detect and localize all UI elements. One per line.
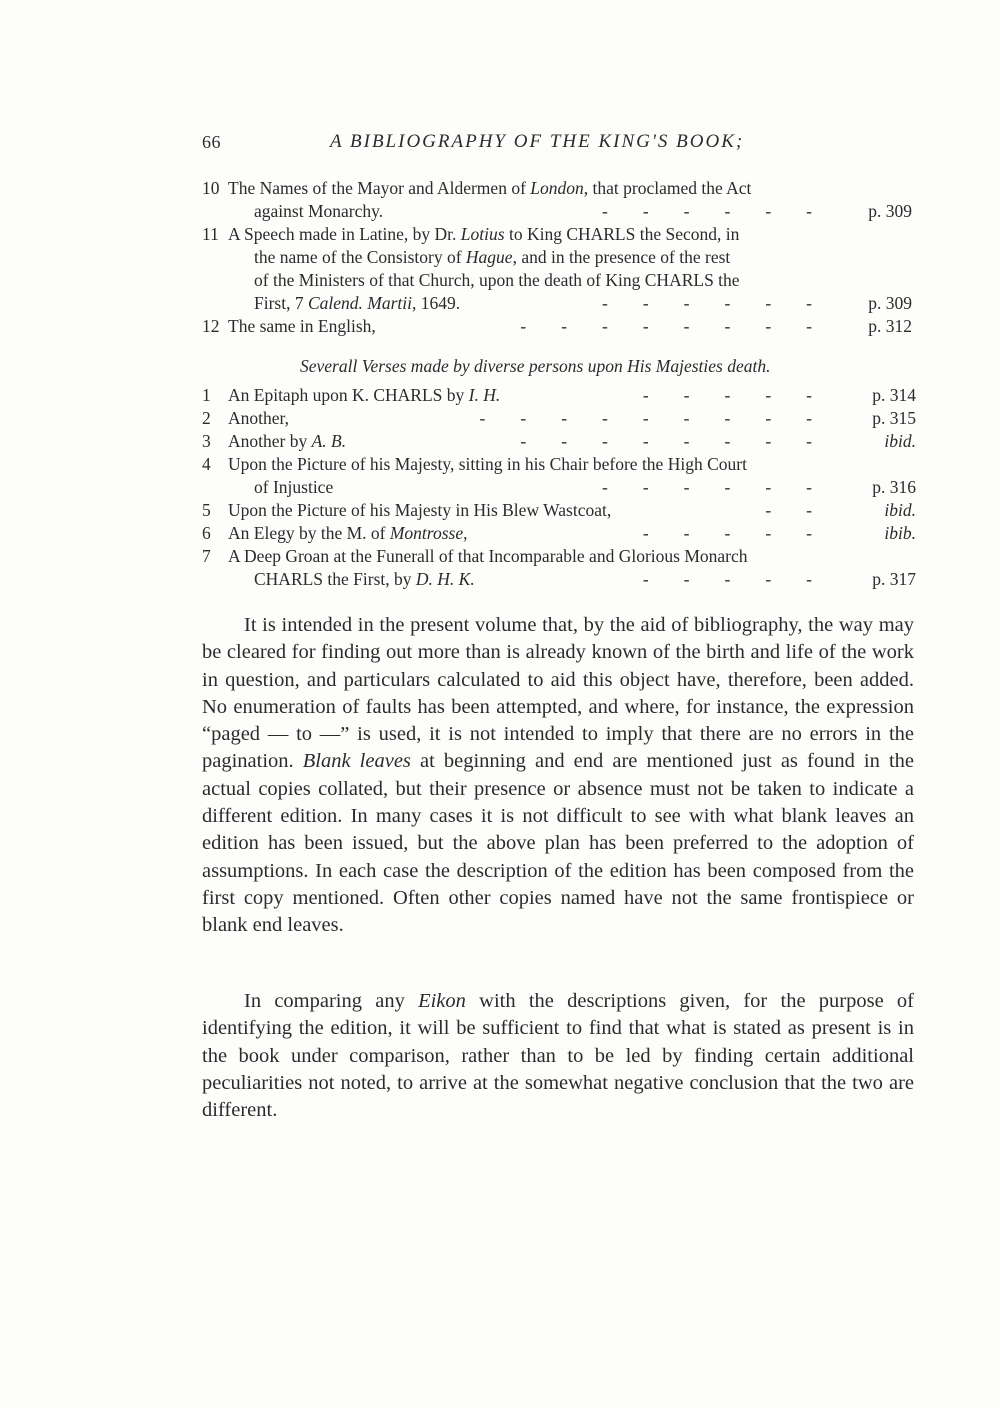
- entry-text: against Monarchy.: [254, 201, 384, 221]
- entry-number: 10: [202, 178, 220, 198]
- italic-text: Blank leaves: [302, 750, 411, 773]
- leader-dashes: - - - - - - - -: [520, 431, 812, 451]
- leader-dashes: - - - - - - - -: [520, 316, 812, 336]
- body-paragraph-1: [202, 612, 914, 940]
- verse-number: 5: [202, 500, 211, 520]
- entry-text: the name of the Consistory of Hague, and in the presence of the rest: [254, 247, 731, 267]
- verse-number: 2: [202, 408, 211, 428]
- verse-number: 6: [202, 523, 211, 543]
- verse-text: An Elegy by the M. of Montrosse,: [228, 523, 468, 543]
- page-reference: p. 309: [868, 201, 912, 221]
- body-paragraph-2: [202, 988, 914, 1124]
- paragraph-text: In comparing any Eikon with the descriptions given, for the purpose of identifying the edition, it will be sufficient to find that what is stated as present is in the book under comparison, rather than to be led by finding certain additional peculiarities not noted, to arrive at the somewhat negative conclusion that the two are different.: [202, 990, 915, 1122]
- verse-text: Upon the Picture of his Majesty, sitting in his Chair before the High Court: [228, 454, 747, 474]
- italic-text: Calend. Martii: [307, 293, 413, 313]
- italic-text: Eikon: [418, 990, 466, 1012]
- verse-number: 1: [202, 385, 211, 405]
- entry-text: of the Ministers of that Church, upon the death of King CHARLS the: [254, 270, 740, 290]
- section-heading: Severall Verses made by diverse persons upon His Majesties death.: [300, 356, 771, 376]
- entry-number: 11: [202, 224, 219, 244]
- page-reference: ibid.: [884, 500, 916, 520]
- entry-number: 12: [202, 316, 220, 336]
- italic-text: Lotius: [460, 224, 505, 244]
- leader-dashes: - - - - -: [642, 569, 812, 589]
- verse-text: A Deep Groan at the Funerall of that Incomparable and Glorious Monarch: [228, 546, 748, 566]
- italic-text: D. H. K.: [415, 569, 475, 589]
- page-number: 66: [202, 132, 221, 152]
- verse-text: CHARLS the First, by D. H. K.: [254, 569, 475, 589]
- verse-text: An Epitaph upon K. CHARLS by I. H.: [228, 385, 501, 405]
- entry-text: The Names of the Mayor and Aldermen of London, that proclamed the Act: [228, 178, 752, 198]
- page-reference: ibid.: [884, 431, 916, 451]
- leader-dashes: - - - - - -: [602, 293, 812, 313]
- verse-text: Upon the Picture of his Majesty in His Blew Wastcoat,: [228, 500, 612, 520]
- page-reference: p. 314: [872, 385, 916, 405]
- entry-text: A Speech made in Latine, by Dr. Lotius to King CHARLS the Second, in: [228, 224, 740, 244]
- paragraph-text: It is intended in the present volume that, by the aid of bibliography, the way may be cleared for finding out more than is already known of the birth and life of the work in question, and particulars calculated to aid this object have, therefore, been added. No enumeration of faults has been attempted, and where, for instance, the expression “paged — to —” is used, it is not intended to imply that there are no errors in the pagination. Blank leaves at beginning and end are mentioned just as found in the actual copies collated, but their presence or absence must not be taken to indicate a different edition. In many cases it is not difficult to see with what blank leaves an edition has been issued, but the above plan has been preferred to the adoption of assumptions. In each case the description of the edition has been composed from the first copy mentioned. Often other copies named have not the same frontispiece or blank end leaves.: [202, 614, 914, 937]
- italic-text: Hague: [465, 247, 513, 267]
- page-reference: p. 312: [868, 316, 912, 336]
- verse-number: 7: [202, 546, 211, 566]
- page-reference: p. 309: [868, 293, 912, 313]
- leader-dashes: - - - - - - - - -: [479, 408, 812, 428]
- leader-dashes: - - - - - -: [602, 201, 812, 221]
- italic-text: London: [530, 178, 584, 198]
- page-reference: p. 315: [872, 408, 916, 428]
- verse-number: 3: [202, 431, 211, 451]
- page-reference: p. 317: [872, 569, 916, 589]
- entry-text: The same in English,: [228, 316, 376, 336]
- leader-dashes: - - - - - -: [602, 477, 812, 497]
- leader-dashes: - - - - -: [642, 523, 812, 543]
- italic-text: Montrosse: [389, 523, 464, 543]
- entry-text: First, 7 Calend. Martii, 1649.: [254, 293, 461, 313]
- verse-number: 4: [202, 454, 211, 474]
- running-head: A BIBLIOGRAPHY OF THE KING'S BOOK;: [330, 131, 745, 152]
- verse-text: Another by A. B.: [228, 431, 347, 451]
- page-reference: p. 316: [872, 477, 916, 497]
- leader-dashes: - - - - -: [642, 385, 812, 405]
- page-reference: ibib.: [884, 523, 916, 543]
- italic-text: I. H.: [468, 385, 501, 405]
- verse-text: Another,: [228, 408, 290, 428]
- verse-text: of Injustice: [254, 477, 334, 497]
- leader-dashes: - -: [765, 500, 812, 520]
- italic-text: A. B.: [311, 431, 347, 451]
